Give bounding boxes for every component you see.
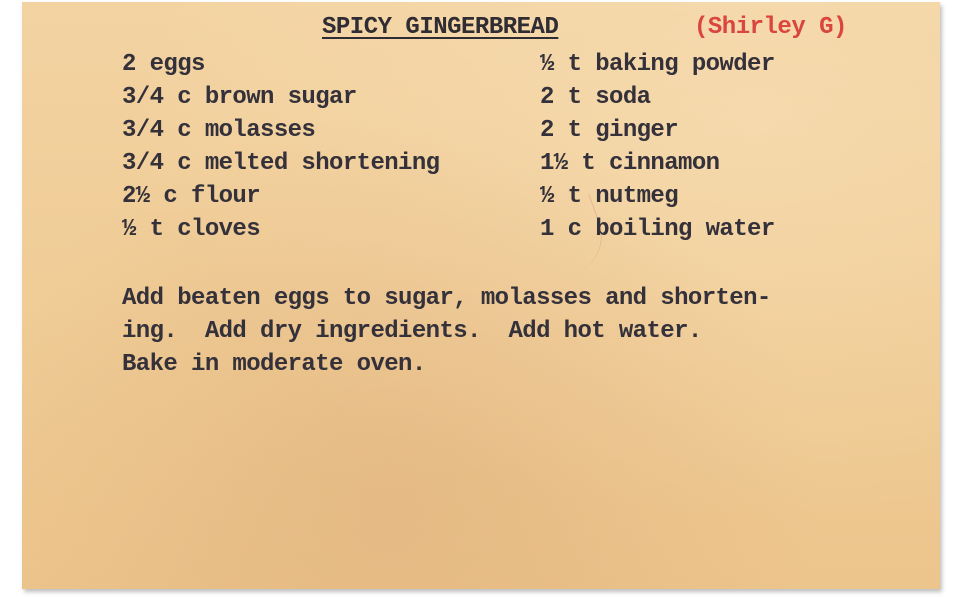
directions-line: Add beaten eggs to sugar, molasses and shorten- — [122, 285, 771, 312]
ingredient-item: 1 c boiling water — [540, 216, 775, 243]
ingredient-item: 3/4 c melted shortening — [122, 150, 440, 177]
ingredient-item: ½ t nutmeg — [540, 183, 679, 210]
recipe-title: SPICY GINGERBREAD — [322, 14, 559, 41]
ingredient-item: 3/4 c brown sugar — [122, 84, 357, 111]
recipe-card — [22, 2, 940, 589]
recipe-author: (Shirley G) — [694, 14, 847, 41]
recipe-directions — [122, 282, 922, 381]
ingredient-item: 3/4 c molasses — [122, 117, 316, 144]
ingredient-item: 2 eggs — [122, 51, 205, 78]
ingredient-item: 2 t soda — [540, 84, 651, 111]
directions-line: Bake in moderate oven. — [122, 351, 426, 378]
ingredient-item: 2 t ginger — [540, 117, 679, 144]
ingredients-left-list — [122, 48, 439, 246]
ingredient-item: 1½ t cinnamon — [540, 150, 720, 177]
ingredients-right-list — [540, 48, 775, 246]
ingredient-item: ½ t cloves — [122, 216, 261, 243]
directions-line: ing. Add dry ingredients. Add hot water. — [122, 318, 702, 345]
ingredient-item: 2½ c flour — [122, 183, 261, 210]
ingredient-item: ½ t baking powder — [540, 51, 775, 78]
